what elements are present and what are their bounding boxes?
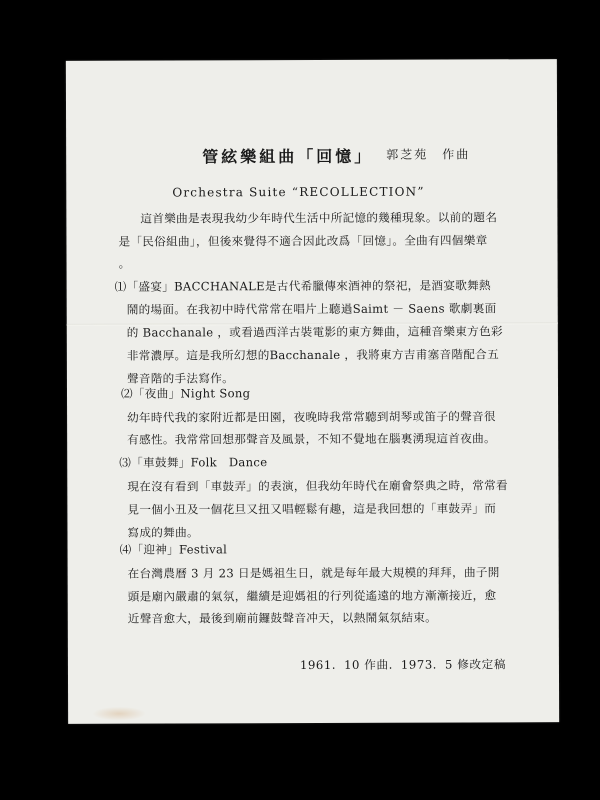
section-line: 幼年時代我的家附近都是田園，夜晚時我常常聽到胡琴或笛子的聲音很: [127, 409, 496, 425]
intro-line: 這首樂曲是表現我幼少年時代生活中所記憶的幾種現象。以前的題名: [140, 210, 498, 226]
paper-stain: [92, 707, 146, 721]
section-line: 在台灣農曆 3 月 23 日是媽祖生日，就是每年最大規模的拜拜，曲子開: [127, 565, 500, 581]
section-heading-night-song: ⑵「夜曲」Night Song: [120, 386, 251, 401]
section-line: 頭是廟內嚴肅的氣氛，繼續是迎媽祖的行列從遙遠的地方漸漸接近，愈: [127, 588, 497, 604]
section-line: 近聲音愈大，最後到廟前鑼鼓聲音冲天，以熱鬧氣氛結束。: [127, 610, 438, 626]
section-line: 非常濃厚。這是我所幻想的Bacchanale ，我將東方吉甫塞音階配合五: [126, 347, 499, 363]
section-line: 見一個小丑及一個花旦又扭又唱輕鬆有趣，這是我回想的「車鼓弄」而: [127, 501, 497, 517]
page-title: 管絃樂組曲「回憶」: [202, 146, 374, 167]
intro-line: 是「民俗組曲」，但後來覺得不適合因此改爲「回憶」。全曲有四個樂章: [118, 233, 488, 249]
section-heading-bacchanale: ⑴「盛宴」BACCHANALE是古代希臘傳來酒神的祭祀，是酒宴歌舞熱: [114, 278, 491, 294]
section-line: 聲音階的手法寫作。: [126, 371, 235, 386]
section-line: 寫成的舞曲。: [127, 525, 199, 540]
intro-line: 。: [118, 256, 131, 271]
section-line: 的 Bacchanale ，或看過西洋古裝電影的東方舞曲，這種音樂東方色彩: [126, 324, 503, 340]
composer-credit: 郭芝苑 作曲: [386, 147, 471, 162]
document-page: [66, 59, 559, 724]
english-subtitle: Orchestra Suite “RECOLLECTION”: [172, 184, 425, 200]
section-heading-festival: ⑷「迎神」Festival: [119, 542, 228, 557]
composition-dates: 1961．10 作曲．1973．5 修改定稿: [299, 657, 507, 673]
section-line: 鬧的場面。在我初中時代常常在唱片上聽過Saimt － Saens 歌劇裏面: [126, 301, 497, 317]
section-heading-folk-dance: ⑶「車鼓舞」Folk Dance: [119, 455, 268, 470]
section-line: 有感性。我常常回想那聲音及風景，不知不覺地在腦裏湧現這首夜曲。: [127, 431, 496, 447]
section-line: 現在沒有看到「車鼓弄」的表演，但我幼年時代在廟會祭典之時，常常看: [127, 478, 508, 494]
